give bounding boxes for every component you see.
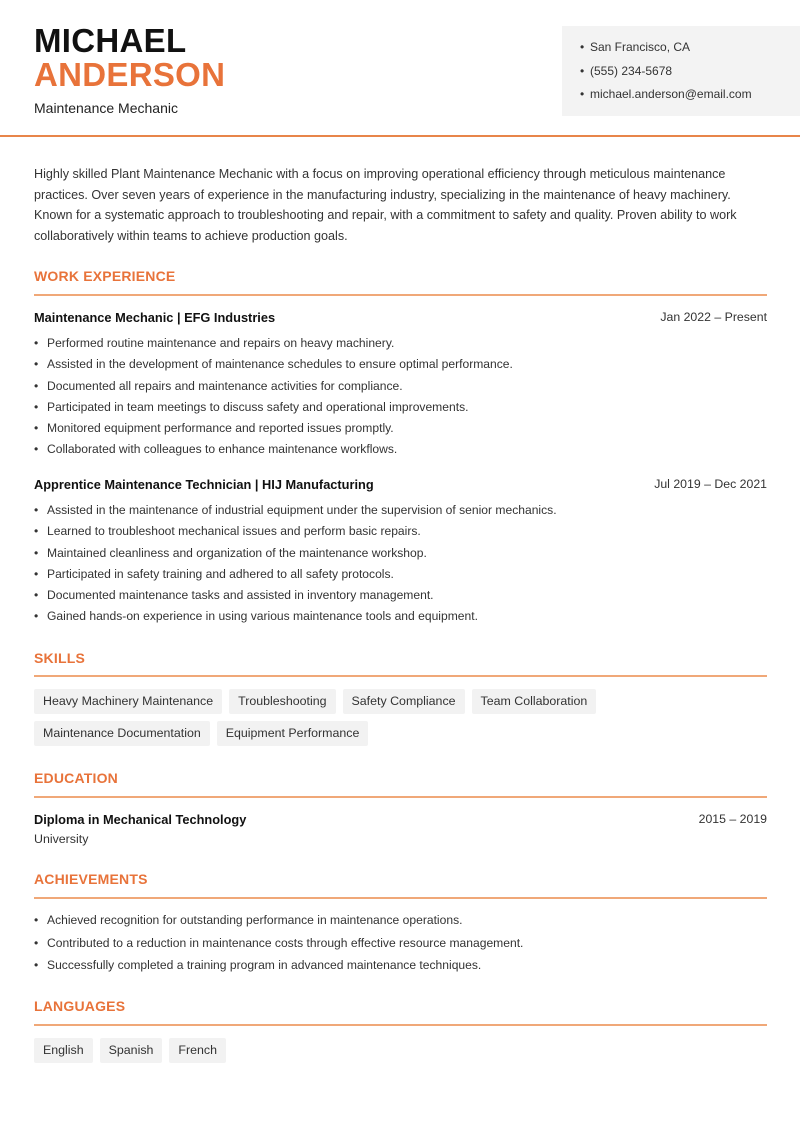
section-title-education: EDUCATION: [34, 770, 118, 786]
skill-tag: Equipment Performance: [217, 721, 369, 746]
list-item: • Achieved recognition for outstanding performance in maintenance operations.: [34, 913, 767, 936]
list-item: • Learned to troubleshoot mechanical issues and perform basic repairs.: [34, 524, 767, 545]
section-title-skills: SKILLS: [34, 650, 85, 666]
skill-tag: Safety Compliance: [343, 689, 465, 714]
contact-email[interactable]: • michael.anderson@email.com: [580, 87, 752, 101]
bullet-icon: •: [34, 503, 39, 517]
language-tags: [34, 1038, 774, 1070]
job-bullets: [34, 336, 767, 464]
job-role: Maintenance Mechanic | EFG Industries: [34, 310, 276, 325]
list-item: • Contributed to a reduction in maintenance costs through effective resource management.: [34, 936, 767, 959]
section-title-languages: LANGUAGES: [34, 998, 126, 1014]
list-item: • Performed routine maintenance and repairs on heavy machinery.: [34, 336, 767, 357]
bullet-icon: •: [580, 87, 585, 101]
section-divider: [34, 897, 767, 899]
section-divider: [34, 1024, 767, 1026]
list-item: • Maintained cleanliness and organization of the maintenance workshop.: [34, 546, 767, 567]
list-item: • Documented maintenance tasks and assisted in inventory management.: [34, 588, 767, 609]
list-item: • Successfully completed a training program in advanced maintenance techniques.: [34, 958, 767, 981]
bullet-icon: •: [34, 524, 39, 539]
job-heading: [34, 477, 767, 492]
section-divider: [34, 294, 767, 296]
section-divider: [34, 675, 767, 677]
last-name: ANDERSON: [34, 56, 226, 93]
resume-header: [0, 0, 800, 137]
skills-tags: [34, 689, 774, 753]
bullet-icon: •: [34, 357, 39, 372]
list-item: • Assisted in the maintenance of industrial equipment under the supervision of senior mechanics.: [34, 503, 767, 524]
list-item: • Documented all repairs and maintenance activities for compliance.: [34, 379, 767, 400]
list-item: • Collaborated with colleagues to enhance maintenance workflows.: [34, 442, 767, 463]
list-item: • Monitored equipment performance and reported issues promptly.: [34, 421, 767, 442]
job-date: Jan 2022 – Present: [660, 310, 767, 324]
bullet-icon: •: [34, 935, 39, 950]
bullet-icon: •: [34, 399, 39, 414]
contact-box: [562, 26, 800, 116]
skill-tag: Troubleshooting: [229, 689, 335, 714]
summary: Highly skilled Plant Maintenance Mechanic with a focus on improving operational efficiency through meticulous maintenance practices. Over seven years of experience in the manufacturing industry, specializing in the maintenance of heavy machinery. Known for a systematic approach to troubleshooting and repair, with a commitment to safety and quality. Proven ability to work collaboratively within teams to achieve production goals.: [34, 167, 737, 244]
achievement-bullets: [34, 913, 767, 981]
contact-phone: • (555) 234-5678: [580, 63, 673, 78]
bullet-icon: •: [34, 378, 39, 393]
bullet-icon: •: [34, 913, 39, 927]
section-title-achievements: ACHIEVEMENTS: [34, 871, 148, 887]
bullet-icon: •: [34, 421, 39, 436]
job-date: Jul 2019 – Dec 2021: [654, 477, 767, 491]
bullet-icon: •: [34, 566, 39, 581]
job-title: Maintenance Mechanic: [34, 100, 178, 116]
degree: Diploma in Mechanical Technology: [34, 812, 247, 827]
bullet-icon: •: [34, 958, 39, 972]
education-heading: [34, 812, 767, 827]
job-bullets: [34, 503, 767, 631]
contact-location: • San Francisco, CA: [580, 40, 691, 54]
language-tag: Spanish: [100, 1038, 163, 1063]
bullet-icon: •: [580, 63, 585, 78]
section-divider: [34, 796, 767, 798]
job-heading: [34, 310, 767, 325]
section-title-experience: WORK EXPERIENCE: [34, 268, 176, 284]
bullet-icon: •: [34, 609, 39, 624]
list-item: • Assisted in the development of maintenance schedules to ensure optimal performance.: [34, 357, 767, 378]
skill-tag: Maintenance Documentation: [34, 721, 210, 746]
school: University: [34, 832, 89, 846]
bullet-icon: •: [34, 545, 39, 560]
list-item: • Gained hands-on experience in using various maintenance tools and equipment.: [34, 609, 767, 630]
bullet-icon: •: [34, 588, 39, 603]
bullet-icon: •: [34, 336, 39, 350]
language-tag: French: [169, 1038, 226, 1063]
bullet-icon: •: [580, 40, 585, 54]
bullet-icon: •: [34, 442, 39, 457]
language-tag: English: [34, 1038, 93, 1063]
skill-tag: Heavy Machinery Maintenance: [34, 689, 222, 714]
job-role: Apprentice Maintenance Technician | HIJ Manufacturing: [34, 477, 374, 492]
list-item: • Participated in team meetings to discuss safety and operational improvements.: [34, 400, 767, 421]
first-name: MICHAEL: [34, 22, 187, 59]
skill-tag: Team Collaboration: [472, 689, 597, 714]
education-date: 2015 – 2019: [698, 812, 767, 826]
list-item: • Participated in safety training and adhered to all safety protocols.: [34, 567, 767, 588]
